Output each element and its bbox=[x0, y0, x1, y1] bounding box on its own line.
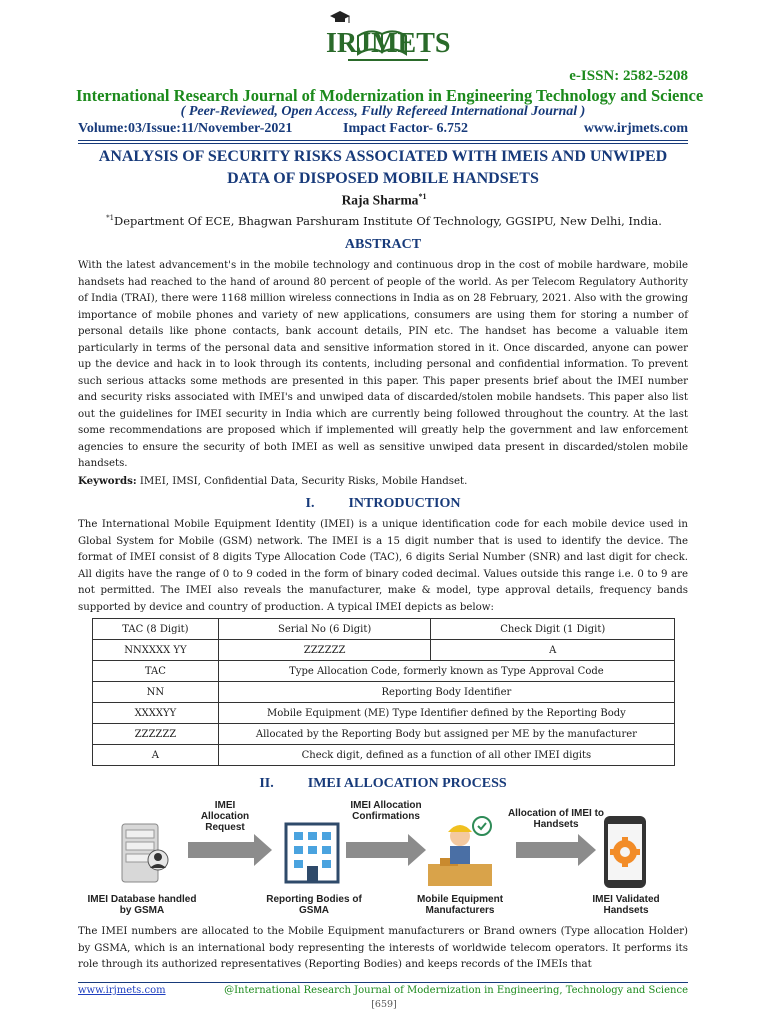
table-cell: TAC bbox=[93, 661, 219, 682]
paper-title-line: ANALYSIS OF SECURITY RISKS ASSOCIATED WITH IMEIS AND UNWIPED bbox=[98, 148, 668, 165]
table-cell: Serial No (6 Digit) bbox=[218, 619, 431, 640]
journal-logo bbox=[318, 8, 454, 64]
table-cell: Type Allocation Code, formerly known as Type Approval Code bbox=[218, 661, 674, 682]
table-cell: Mobile Equipment (ME) Type Identifier defined by the Reporting Body bbox=[218, 703, 674, 724]
database-icon bbox=[122, 824, 168, 882]
affiliation-sup: *1 bbox=[106, 214, 115, 223]
table-row bbox=[93, 619, 675, 640]
table-cell: A bbox=[431, 640, 675, 661]
abstract-text: With the latest advancement's in the mobile technology and continuous drop in the cost of mobile hardware, mobile handsets had reached to the hand of around 80 percent of people of the world. As per Telecom Regulatory Authority of India (TRAI), there were 1168 million wireless connections in India as on 28 February, 2021. Also with the growing importance of mobile phones and variety of new applications, consumers are using them for storing a number of personal details like phone contacts, bank account details, PIN etc. The handset has become a valuable item particularly in terms of the personal data and sensitive information stored in it. Once discarded, anyone can power up the device and hack in to look through its contents, including personal and confidential information. To prevent such serious attacks some methods are presented in this paper. This paper presents brief about the IMEI number and security risks associated with IMEI's and unwiped data of discarded/stolen mobile handsets. This paper also list out the guidelines for IMEI security in India which are currently being followed throughout the country. At the last some recommendations are proposed which if implemented will greatly help the government and law enforcement agencies to ensure the security of both IMEI as well as sensitive unwiped data present in discarded/stolen mobile handsets. bbox=[78, 260, 688, 469]
footer-copyright: @International Research Journal of Modernization in Engineering, Technology and Science bbox=[224, 985, 688, 996]
header-rule bbox=[78, 143, 688, 144]
intro-text: The International Mobile Equipment Identity (IMEI) is a unique identification code for each mobile device used in Global System for Mobile (GSM) network. The IMEI is a 15 digit number that is used to identify the device. The format of IMEI consist of 8 digits Type Allocation Code (TAC), 6 digits Serial Number (SNR) and last digit for check. All digits have the range of 0 to 9 coded in the form of binary coded decimal. Values outside this range i.e. 0 to 9 are not permitted. The IMEI also reveals the manufacturer, make & model, type approval details, frequency bands supported by device and country of production. A typical IMEI depicts as below: bbox=[78, 519, 688, 613]
logo-text: IRJMETS bbox=[326, 28, 451, 59]
journal-title: International Research Journal of Modernization in Engineering Technology and Science bbox=[76, 86, 704, 105]
worker-icon bbox=[428, 817, 492, 886]
arrow-label: IMEI Allocation Request bbox=[200, 800, 250, 833]
arrow-label: Allocation of IMEI to Handsets bbox=[507, 808, 605, 830]
allocation-text: The IMEI numbers are allocated to the Mobile Equipment manufacturers or Brand owners (Type allocation Holder) by GSMA, which is an international body representing the interests of worldwide telecom operators. It performs its role through its authorized representatives (Reporting Bodies) and keeps records of the IMEIs that bbox=[78, 926, 688, 970]
table-cell: XXXXYY bbox=[93, 703, 219, 724]
node-label: Mobile Equipment Manufacturers bbox=[416, 894, 504, 916]
header-rule bbox=[78, 140, 688, 141]
node-label: IMEI Database handled by GSMA bbox=[87, 894, 197, 916]
paper-title bbox=[78, 146, 688, 190]
footer-website-link[interactable]: www.irjmets.com bbox=[78, 985, 166, 996]
arrow-icon bbox=[516, 834, 596, 866]
table-cell: NN bbox=[93, 682, 219, 703]
arrow-icon bbox=[346, 834, 426, 866]
table-row bbox=[93, 724, 675, 745]
table-cell: ZZZZZZ bbox=[93, 724, 219, 745]
author-sup: *1 bbox=[418, 192, 427, 201]
section-number: II. bbox=[259, 776, 274, 791]
intro-heading bbox=[78, 496, 688, 512]
node-label: Reporting Bodies of GSMA bbox=[266, 894, 362, 916]
keywords bbox=[78, 475, 467, 487]
table-cell: ZZZZZZ bbox=[218, 640, 431, 661]
imei-table bbox=[92, 618, 675, 766]
table-row bbox=[93, 703, 675, 724]
abstract-heading: ABSTRACT bbox=[344, 237, 422, 252]
table-cell: TAC (8 Digit) bbox=[93, 619, 219, 640]
paper-title-line: DATA OF DISPOSED MOBILE HANDSETS bbox=[227, 170, 539, 187]
table-cell: Check Digit (1 Digit) bbox=[431, 619, 675, 640]
peer-review-note: ( Peer-Reviewed, Open Access, Fully Refereed International Journal ) bbox=[180, 104, 586, 119]
author bbox=[0, 192, 768, 209]
author-name: Raja Sharma bbox=[341, 192, 419, 208]
journal-website[interactable]: www.irjmets.com bbox=[583, 121, 688, 136]
building-icon bbox=[286, 824, 338, 882]
section-title: INTRODUCTION bbox=[348, 496, 461, 511]
table-row bbox=[93, 640, 675, 661]
handset-icon bbox=[604, 816, 646, 888]
volume-info: Volume:03/Issue:11/November-2021 bbox=[78, 121, 293, 136]
keywords-list: IMEI, IMSI, Confidential Data, Security Risks, Mobile Handset. bbox=[136, 476, 468, 487]
arrow-icon bbox=[188, 834, 272, 866]
section-number: I. bbox=[305, 496, 315, 511]
allocation-diagram bbox=[78, 798, 690, 920]
impact-factor: Impact Factor- 6.752 bbox=[343, 121, 469, 136]
eissn: e-ISSN: 2582-5208 bbox=[569, 68, 688, 84]
page-number: [659] bbox=[371, 999, 397, 1010]
footer-rule bbox=[78, 982, 688, 983]
table-cell: NNXXXX YY bbox=[93, 640, 219, 661]
section-title: IMEI ALLOCATION PROCESS bbox=[307, 776, 507, 791]
table-row bbox=[93, 682, 675, 703]
allocation-heading bbox=[78, 776, 688, 792]
table-cell: Check digit, defined as a function of all other IMEI digits bbox=[218, 745, 674, 766]
keywords-label: Keywords: bbox=[78, 475, 137, 487]
table-cell: Reporting Body Identifier bbox=[218, 682, 674, 703]
table-row bbox=[93, 661, 675, 682]
arrow-label: IMEI Allocation Confirmations bbox=[350, 800, 422, 822]
affiliation bbox=[0, 214, 768, 228]
affiliation-text: Department Of ECE, Bhagwan Parshuram Institute Of Technology, GGSIPU, New Delhi, India. bbox=[114, 214, 662, 228]
table-row bbox=[93, 745, 675, 766]
table-cell: Allocated by the Reporting Body but assigned per ME by the manufacturer bbox=[218, 724, 674, 745]
table-cell: A bbox=[93, 745, 219, 766]
node-label: IMEI Validated Handsets bbox=[592, 894, 660, 916]
